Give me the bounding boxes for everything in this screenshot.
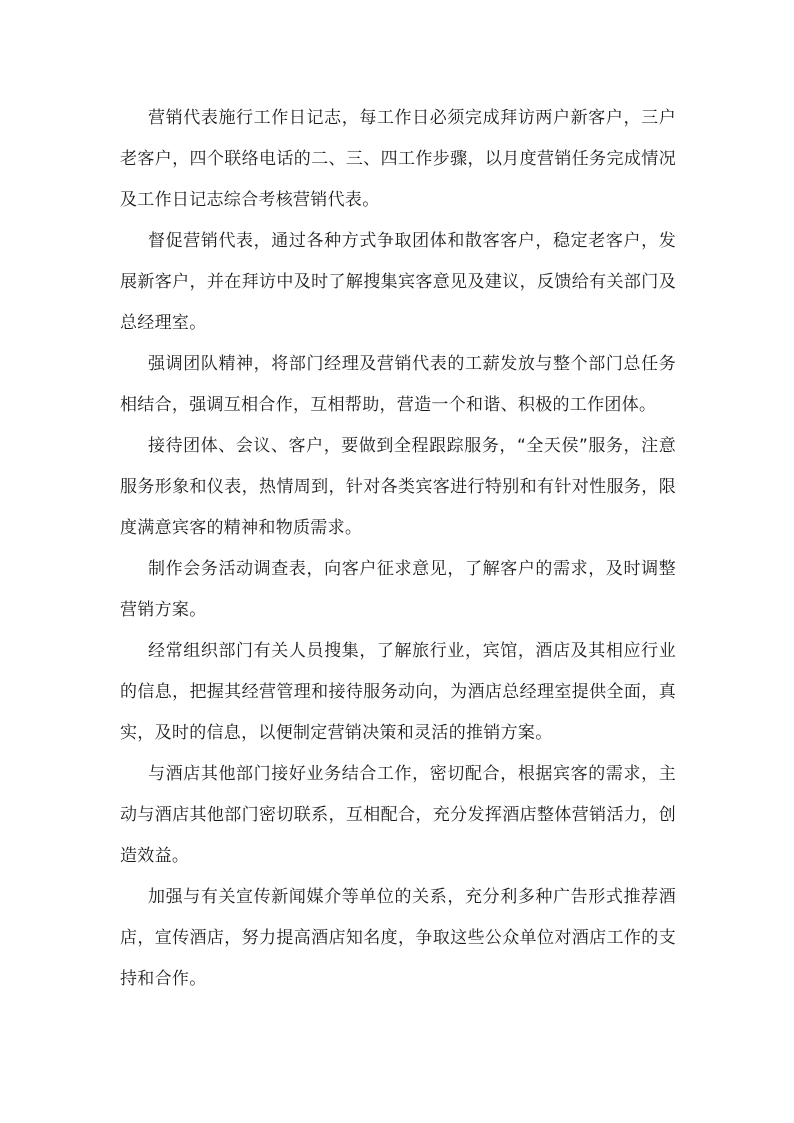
paragraph-4: 接待团体、会议、客户，要做到全程跟踪服务，“全天侯”服务，注意服务形象和仪表，热情周到，针对各类宾客进行特别和有针对性服务，限度满意宾客的精神和物质需求。 bbox=[120, 436, 676, 538]
document-body bbox=[120, 98, 676, 1000]
paragraph-7: 与酒店其他部门接好业务结合工作，密切配合，根据宾客的需求，主动与酒店其他部门密切联系，互相配合，充分发挥酒店整体营销活力，创造效益。 bbox=[120, 764, 676, 866]
paragraph-8: 加强与有关宣传新闻媒介等单位的关系，充分利多种广告形式推荐酒店，宣传酒店，努力提高酒店知名度，争取这些公众单位对酒店工作的支持和合作。 bbox=[120, 887, 676, 989]
paragraph-6: 经常组织部门有关人员搜集，了解旅行业，宾馆，酒店及其相应行业的信息，把握其经营管理和接待服务动向，为酒店总经理室提供全面，真实，及时的信息，以便制定营销决策和灵活的推销方案。 bbox=[120, 641, 676, 743]
paragraph-2: 督促营销代表，通过各种方式争取团体和散客客户，稳定老客户，发展新客户，并在拜访中及时了解搜集宾客意见及建议，反馈给有关部门及总经理室。 bbox=[120, 231, 676, 333]
paragraph-3: 强调团队精神，将部门经理及营销代表的工薪发放与整个部门总任务相结合，强调互相合作，互相帮助，营造一个和谐、积极的工作团体。 bbox=[120, 354, 676, 415]
paragraph-5: 制作会务活动调查表，向客户征求意见，了解客户的需求，及时调整营销方案。 bbox=[120, 559, 676, 620]
paragraph-1: 营销代表施行工作日记志，每工作日必须完成拜访两户新客户，三户老客户，四个联络电话的二、三、四工作步骤，以月度营销任务完成情况及工作日记志综合考核营销代表。 bbox=[120, 108, 676, 210]
